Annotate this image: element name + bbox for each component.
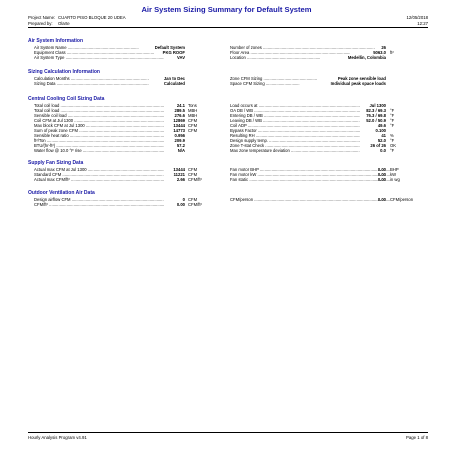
cooling-row-value: 276.6 [174, 112, 185, 118]
cooling-right-unit: °F [390, 147, 395, 153]
oa-row-unit: CFM [188, 196, 198, 202]
cooling-right-unit: °F [390, 122, 395, 128]
cooling-row-value: 209.9 [174, 137, 185, 143]
cooling-right-label: Zone T-stat Check ..... [230, 143, 360, 148]
fan-row-unit: CFM [188, 171, 198, 177]
air-system-type-label: Air System Type ..... [34, 55, 164, 60]
cooling-right-value: 82.3 / 69.3 [366, 107, 386, 113]
equipment-class-label: Equipment Class ..... [34, 50, 154, 55]
oa-right-unit: CFM/person [390, 196, 414, 202]
cooling-row-value: 289.5 [174, 107, 185, 113]
cooling-right-value: 49.6 [377, 122, 386, 128]
report-date: 12/05/2018 [406, 15, 428, 20]
section-outdoor-air: Outdoor Ventilation Air Data [28, 190, 95, 196]
cooling-row-value: N/A [177, 147, 185, 153]
cooling-row-unit: CFM [188, 127, 198, 133]
space-cfm-sizing-value: Individual peak space loads [330, 80, 386, 86]
cooling-right-label: Leaving DB / WB ..... [230, 118, 360, 123]
cooling-row-value: 0.956 [174, 132, 185, 138]
footer-program: Hourly Analysis Program v4.91 [28, 435, 87, 440]
oa-right-label: CFM/person ..... [230, 197, 390, 202]
report-time: 12:27 [417, 21, 428, 26]
calculation-months-value: Jan to Dec [163, 75, 185, 81]
footer-rule [28, 432, 428, 433]
cooling-right-label: Design supply temp. ..... [230, 138, 360, 143]
air-system-name-label: Air System Name ..... [34, 45, 139, 50]
section-air-system: Air System Information [28, 38, 84, 44]
cooling-row-value: 57.2 [176, 142, 185, 148]
cooling-row-label: Sum of peak zone CFM ..... [34, 128, 164, 133]
report-title: Air System Sizing Summary for Default System [141, 5, 312, 14]
oa-row-value: 0 [182, 196, 185, 202]
zone-cfm-sizing-label: Zone CFM Sizing ..... [230, 76, 317, 81]
fan-right-label: Fan motor BHP ..... [230, 167, 390, 172]
cooling-right-unit: °F [390, 107, 395, 113]
oa-row-label: CFM/ft² ..... [34, 202, 164, 207]
prepared-by: Olarte [58, 21, 70, 26]
cooling-row-value: 12869 [173, 117, 185, 123]
floor-area-value: 5063.0 [373, 49, 386, 55]
number-of-zones-label: Number of zones ..... [230, 45, 375, 50]
cooling-row-value: 24.1 [176, 102, 185, 108]
number-of-zones-value: 26 [381, 44, 386, 50]
cooling-row-value: 13444 [173, 122, 185, 128]
cooling-row-unit: CFM [188, 122, 198, 128]
oa-right-value: 0.00 [377, 196, 386, 202]
cooling-right-value: 52.0 / 50.9 [366, 117, 386, 123]
cooling-row-unit: CFM [188, 117, 198, 123]
cooling-right-value: 41 [381, 132, 386, 138]
cooling-right-value: 26 of 26 [370, 142, 386, 148]
fan-row-value: 11221 [173, 171, 185, 177]
space-cfm-sizing-label: Space CFM Sizing ..... [230, 81, 300, 86]
cooling-row-label: BTU/(hr-ft²) ..... [34, 143, 164, 148]
cooling-row-value: 14773 [173, 127, 185, 133]
air-system-type-value: VAV [177, 54, 185, 60]
cooling-row-unit: MBH [188, 107, 198, 113]
cooling-right-label: Entering DB / WB ..... [230, 113, 360, 118]
cooling-right-value: 0.0 [380, 147, 386, 153]
cooling-row-label: Sensible coil load ..... [34, 113, 164, 118]
sizing-data-value: Calculated [163, 80, 185, 86]
cooling-row-label: Coil CFM at Jul 1300 ..... [34, 118, 164, 123]
cooling-row-label: Max block CFM at Jul 1300 ..... [34, 123, 164, 128]
cooling-right-unit: OK [390, 142, 397, 148]
cooling-row-unit: Tons [188, 102, 197, 108]
floor-area-label: Floor Area ..... [230, 50, 350, 55]
cooling-row-label: Water flow @ 10.0 °F rise ..... [34, 148, 164, 153]
cooling-right-label: Coil ADP ..... [230, 123, 360, 128]
fan-row-value: 13444 [173, 166, 185, 172]
cooling-right-unit: °F [390, 117, 395, 123]
cooling-right-value: 76.3 / 69.8 [366, 112, 386, 118]
fan-right-label: Fan motor kW ..... [230, 172, 390, 177]
location-value: Medellin, Colombia [347, 54, 386, 60]
fan-row-unit: CFM [188, 166, 198, 172]
cooling-row-label: Total coil load ..... [34, 103, 164, 108]
equipment-class-value: PKG ROOF [162, 49, 185, 55]
fan-right-unit: in wg [390, 176, 400, 182]
location-label: Location ..... [230, 55, 320, 60]
section-sizing: Sizing Calculation Information [28, 69, 100, 75]
cooling-right-label: Bypass Factor ..... [230, 128, 360, 133]
fan-row-label: Actual max CFM/ft² ..... [34, 177, 164, 182]
project-label: Project Name: [28, 15, 56, 20]
calculation-months-label: Calculation Months ..... [34, 76, 149, 81]
air-system-name-value: Default System [154, 44, 185, 50]
cooling-row-label: Total coil load ..... [34, 108, 164, 113]
zone-cfm-sizing-value: Peak zone sensible load [337, 75, 386, 81]
section-cooling-coil: Central Cooling Coil Sizing Data [28, 96, 105, 102]
fan-right-value: 0.00 [377, 176, 386, 182]
oa-row-value: 0.00 [176, 201, 185, 207]
fan-row-label: Actual max CFM at Jul 1300 ..... [34, 167, 164, 172]
fan-right-unit: kW [390, 171, 397, 177]
fan-right-unit: BHP [390, 166, 399, 172]
oa-row-label: Design airflow CFM ..... [34, 197, 164, 202]
project-name: CUARTO PISO BLOQUE 20 UDEA [58, 15, 126, 20]
cooling-right-value: Jul 1300 [369, 102, 386, 108]
cooling-row-label: ft²/Ton ..... [34, 138, 164, 143]
cooling-right-unit: °F [390, 112, 395, 118]
cooling-row-label: Sensible heat ratio ..... [34, 133, 164, 138]
fan-row-label: Standard CFM ..... [34, 172, 164, 177]
cooling-right-label: Max zone temperature deviation ..... [230, 148, 360, 153]
cooling-right-label: Resulting RH ..... [230, 133, 360, 138]
floor-area-unit: ft² [390, 49, 394, 55]
prepared-label: Prepared by: [28, 21, 53, 26]
cooling-right-unit: % [390, 132, 394, 138]
fan-row-unit: CFM/ft² [188, 176, 202, 182]
oa-row-unit: CFM/ft² [188, 201, 202, 207]
cooling-right-value: 52.0 [377, 137, 386, 143]
fan-row-value: 2.66 [176, 176, 185, 182]
cooling-right-label: Load occurs at ..... [230, 103, 360, 108]
cooling-right-value: 0.100 [375, 127, 386, 133]
section-supply-fan: Supply Fan Sizing Data [28, 160, 84, 166]
fan-right-value: 0.00 [377, 171, 386, 177]
sizing-data-label: Sizing Data ..... [34, 81, 149, 86]
cooling-row-unit: MBH [188, 112, 198, 118]
cooling-right-label: OA DB / WB ..... [230, 108, 360, 113]
fan-right-value: 0.00 [377, 166, 386, 172]
footer-page: Page 1 of 8 [406, 435, 428, 440]
fan-right-label: Fan static ..... [230, 177, 390, 182]
cooling-right-unit: °F [390, 137, 395, 143]
header-rule [28, 27, 428, 28]
